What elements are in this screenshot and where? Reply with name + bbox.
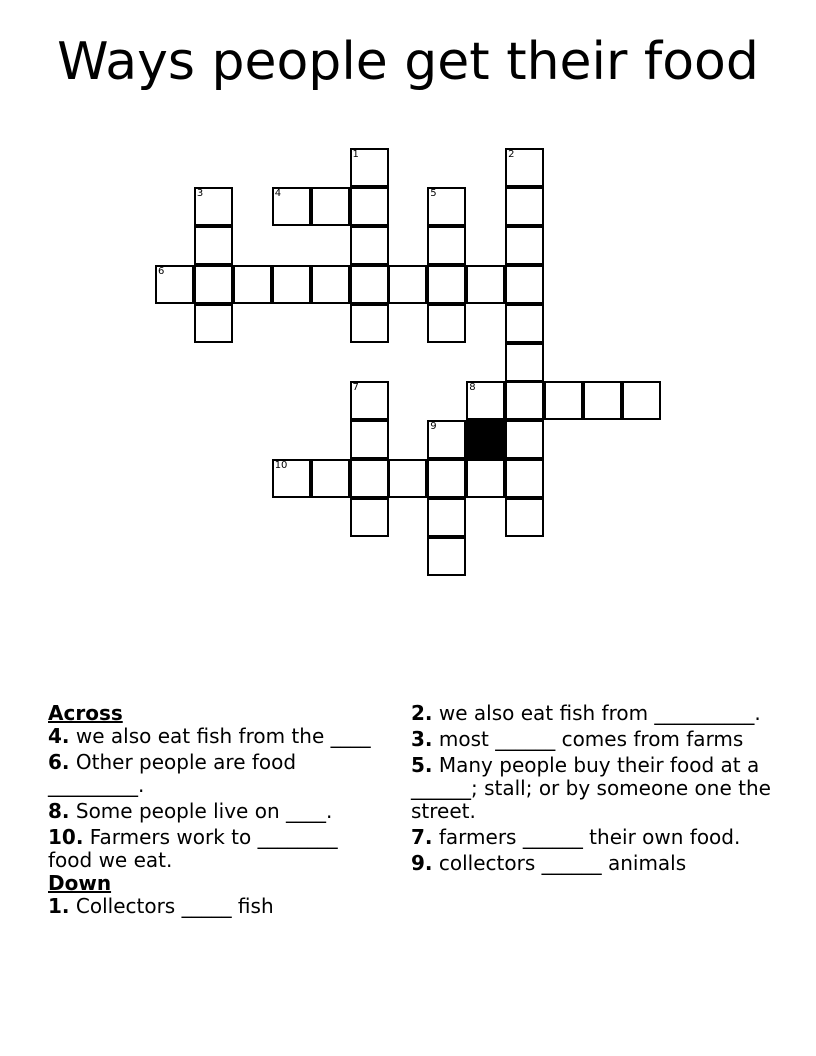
grid-cell[interactable] [622,381,661,420]
clue-text: Many people buy their food at a ______; stall; or by someone one the street. [411,753,771,823]
grid-cell[interactable] [583,381,622,420]
grid-cell[interactable] [311,187,350,226]
grid-cell[interactable] [427,265,466,304]
grid-cell[interactable] [350,381,389,420]
page-title: Ways people get their food [57,32,759,92]
clue-text: Farmers work to ________ food we eat. [48,825,338,872]
grid-cell[interactable] [505,187,544,226]
clue-text: Some people live on ____. [69,799,333,823]
clue-number-label: 7 [352,382,359,394]
grid-cell[interactable] [466,265,505,304]
grid-cell[interactable] [350,459,389,498]
clue-number: 3. [411,727,433,751]
clue-number: 10. [48,825,84,849]
grid-cell[interactable] [155,265,194,304]
grid-cell[interactable] [505,420,544,459]
grid-cell[interactable] [427,459,466,498]
clue-text: Collectors _____ fish [69,894,274,918]
grid-cell[interactable] [350,420,389,459]
clue-number-label: 4 [274,187,282,199]
clue-across-6 [48,751,378,797]
clue-number: 5. [411,753,433,777]
grid-cell[interactable] [233,265,272,304]
grid-cell[interactable] [505,226,544,265]
grid-cell[interactable] [272,459,311,498]
clue-number: 8. [48,799,70,823]
clue-text: farmers ______ their own food. [432,825,741,849]
clue-across-8 [48,800,378,823]
grid-cell[interactable] [272,187,311,226]
clue-down-5 [411,754,771,823]
clue-text: collectors ______ animals [432,851,687,875]
grid-cell[interactable] [350,498,389,537]
grid-cell[interactable] [505,459,544,498]
clue-down-9 [411,852,771,875]
clue-across-10 [48,826,378,872]
clue-text: we also eat fish from __________. [432,701,761,725]
clue-number-label: 5 [430,187,437,199]
clue-number: 1. [48,894,70,918]
clue-number-label: 6 [158,265,165,277]
grid-cell[interactable] [194,226,233,265]
grid-cell[interactable] [272,265,311,304]
clue-text: we also eat fish from the ____ [69,724,371,748]
grid-cell[interactable] [505,265,544,304]
grid-cell[interactable] [427,537,466,576]
clue-number-label: 3 [196,187,204,199]
clue-number: 6. [48,750,70,774]
grid-cell[interactable] [544,381,583,420]
grid-cell-blocked [466,420,505,459]
clue-number-label: 9 [430,421,437,433]
clue-across-4 [48,725,378,748]
clue-number-label: 10 [274,460,288,472]
grid-cell[interactable] [505,343,544,382]
grid-cell[interactable] [427,304,466,343]
clue-text: most ______ comes from farms [432,727,744,751]
grid-cell[interactable] [427,420,466,459]
grid-cell[interactable] [466,381,505,420]
clue-number: 4. [48,724,70,748]
clues-right-column [411,702,771,878]
grid-cell[interactable] [427,226,466,265]
clue-text: Other people are food _________. [48,750,297,797]
grid-cell[interactable] [194,187,233,226]
clues-left-column [48,702,378,921]
grid-cell[interactable] [350,148,389,187]
clue-number: 2. [411,701,433,725]
grid-cell[interactable] [311,265,350,304]
grid-cell[interactable] [466,459,505,498]
grid-cell[interactable] [427,498,466,537]
grid-cell[interactable] [388,265,427,304]
clue-number-label: 2 [508,149,515,160]
grid-cell[interactable] [194,265,233,304]
grid-cell[interactable] [505,148,544,187]
grid-cell[interactable] [350,226,389,265]
clue-number: 9. [411,851,433,875]
clue-number-label: 1 [352,149,359,160]
grid-cell[interactable] [505,498,544,537]
across-clue-list [48,725,378,872]
grid-cell[interactable] [505,381,544,420]
grid-cell[interactable] [388,459,427,498]
clue-down-3 [411,728,771,751]
down-heading: Down [48,871,112,895]
grid-cell[interactable] [350,265,389,304]
clue-number-label: 8 [469,382,476,394]
clue-down-1 [48,895,378,918]
grid-cell[interactable] [311,459,350,498]
grid-cell[interactable] [350,187,389,226]
across-heading: Across [48,701,123,725]
grid-cell[interactable] [350,304,389,343]
grid-cell[interactable] [427,187,466,226]
grid-cell[interactable] [505,304,544,343]
clue-number: 7. [411,825,433,849]
clue-down-7 [411,826,771,849]
clue-down-2 [411,702,771,725]
grid-cell[interactable] [194,304,233,343]
